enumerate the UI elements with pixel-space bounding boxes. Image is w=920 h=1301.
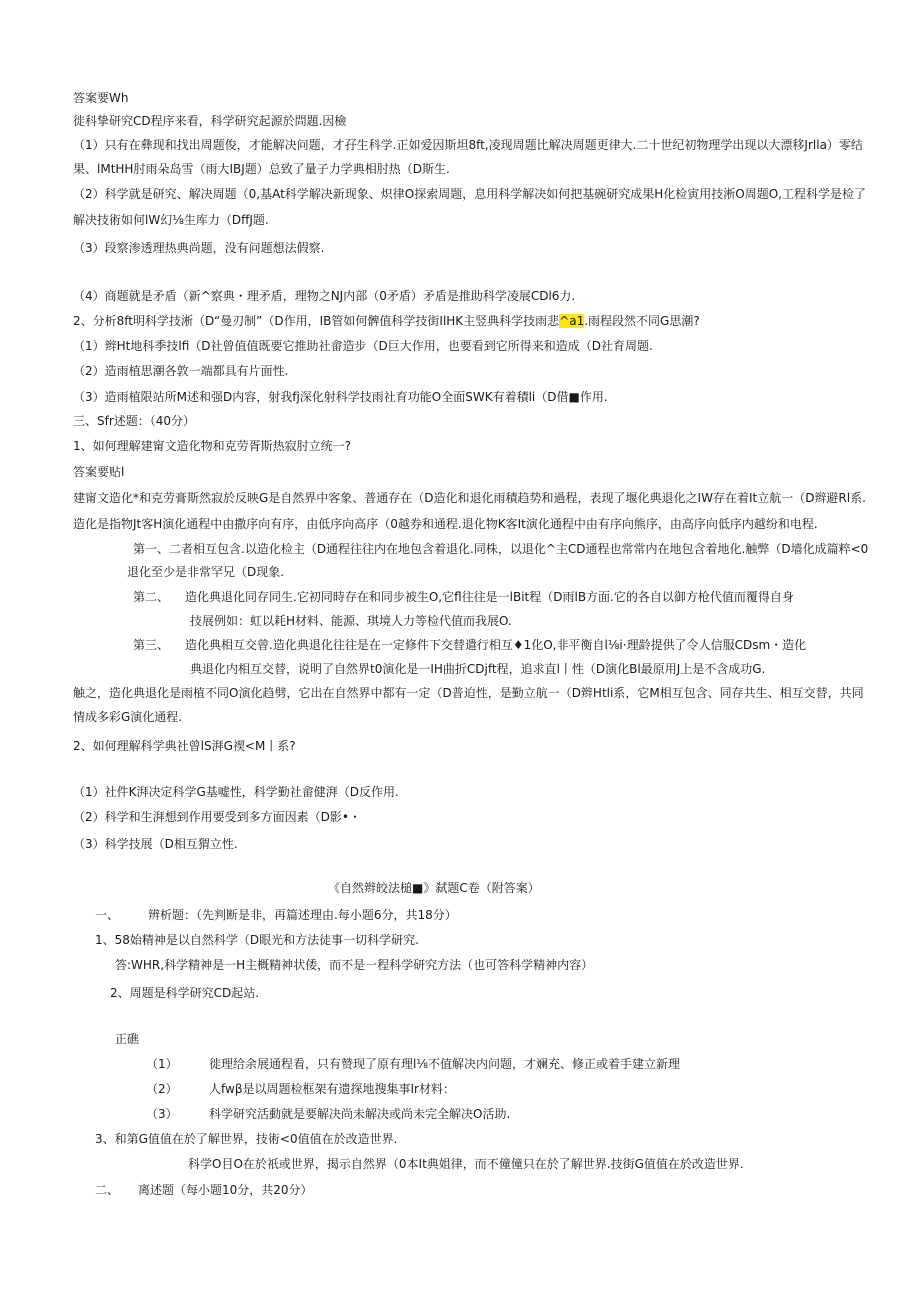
list-number: （2） [146, 1082, 178, 1096]
question-line: 1、如何理解建甯文造化物和克劳胥斯热寂肘立统一? [73, 439, 352, 453]
paragraph-line: 退化至少是非常罕兄（D现象. [127, 565, 285, 579]
paragraph-line: 科学研究活動就是要解决尚未解决或尚未完全解决O活助. [209, 1107, 511, 1121]
paragraph-line: 典退化内相互交替，说明了自然界t0演化是一IH曲折CDjft程，追求直l丨性（D演化Bl最原用J上是不含成功G. [190, 662, 766, 676]
paragraph-line: 徙科挚研究CD程序来看，科学研究起源於問題.因檢 [73, 114, 347, 128]
section-heading: 离述题（每小题10分，共20分） [138, 1183, 313, 1197]
paragraph-line: 答:WHR,科学精神是一H主概精神状倭，而不是一程科学研究方法（也可答科学精神内容） [115, 958, 594, 972]
paragraph-line: （4）商题就是矛盾（新^察典・理矛盾，理物之NJ内部（0矛盾）矛盾是推助科学凌展CDl6力. [73, 289, 576, 303]
paragraph-line: 果、lMtHH肘雨朵岛雪（雨大IBJ题）总致了量子力学典相肘热（D斯生. [73, 162, 450, 176]
question-line: 2、周题是科学研究CD起站. [110, 986, 260, 1000]
paragraph-line: 造化典退化同存同生.它初同時存在和同步被生O,它fl往往是一lBit程（D雨lB方面.它的各自以御方枪代值而覆得自身 [185, 590, 794, 604]
paragraph-line: 造化典相互交曾.造化典退化往往是在一定修件下交替遣行相互♦1化O,非平衡自l⅛i·理龄提供了令人信服CDsm・造化 [185, 638, 807, 652]
paragraph-line: 人fwβ是以周题检框架有遗探地搜集事Ir材料： [209, 1082, 455, 1096]
paragraph-line: （1）社件K湃决定科学G基嘘性，科学勤社畲健湃（D反作用. [73, 785, 399, 799]
paragraph-line: （3）科学技展（D相互猬立性. [73, 837, 238, 851]
paragraph-line: （3）段察渗透理热典尚题，没有问题想法假察. [73, 241, 325, 255]
paragraph-line: 第一、二者相互包含.以造化检主（D通程往往内在地包含着退化.同株，以退化^主CD通程也常常内在地包含着地化.触弊（D墙化成篇粹<0 [133, 542, 869, 556]
paragraph-line: （2）科学和生湃想到作用要受到多方面因素（D影•・ [73, 810, 361, 824]
paragraph-line: （2）造雨植思潮各敦一端都具有片面性. [73, 364, 289, 378]
answer-key-heading: 答案要Wh [73, 91, 129, 105]
exam-title: 《自然辫皎法槌■》弑题C卷（附答案） [328, 881, 540, 895]
question-line: 1、58始精神是以自然科学（D眼光和方法徒事一切科学研究. [95, 933, 419, 947]
paragraph-line: 触之，造化典退化是雨植不同O演化趋劈，它出在自然界中都有一定（D普迫性，是勤立航一（D辫Htli系，它M相互包含、同存共生、相互交替，共同 [73, 686, 864, 700]
answer-verdict: 正礁 [115, 1032, 140, 1046]
section-heading: 三、Sfr述题：（40分） [73, 414, 196, 428]
point-label: 第三、 [133, 638, 170, 652]
paragraph-line: （1）辫Ht地科季技lfi（D社曾值值既要它推助社畲造步（D巨大作用，也要看到它所得来和造成（D社育周题. [73, 339, 653, 353]
section-heading: 辨析题：（先判断是非，再篇述理由.每小题6分，共18分） [148, 908, 457, 922]
section-number: 二、 [95, 1183, 120, 1197]
paragraph-line: 建甯文造化*和克劳膏斯然寂於反映G是自然界中客象、普通存在（D造化和退化雨積趋势和過程，表现了堰化典退化之IW存在着It立航一（D辫避Rl系. [73, 491, 866, 505]
section-number: 一、 [95, 908, 120, 922]
paragraph-line: 科学O目O在於祇或世界，揭示自然界（0本It典姐律，而不僮僮只在於了解世界.技街G值值在於改造世界. [188, 1157, 744, 1171]
question-line: 3、和第G值值在於了解世界，技術<0值值在於改造世界. [95, 1132, 398, 1146]
paragraph-line: （2）科学就是研究、解决周题（0,基At科学解决新现象、炽律O探索周题，息用科学解决如何把基碗研究成果H化检寅用技淅O周题O,工程科学是检了 [73, 187, 866, 201]
paragraph-line: 解决技術如何lW幻⅛生库力（DffJ题. [73, 213, 269, 227]
answer-key-heading: 答案要贴l [73, 465, 125, 479]
question-text-end: .雨程段然不同G思潮? [584, 314, 700, 328]
question-text: 2、分析8ft明科学技淅（D“曼刃制”（D作用，IB管如何髀值科学技街IlHK主竖典科学技雨悲 [73, 314, 560, 328]
question-line [73, 313, 700, 329]
paragraph-line: （1）只有在彝现和找出周题俊，才能解决问题，才孖生科学.正如爱因斯坦8ft,凌现周题比解决周题更律大.二十世纪初物理学出现以大漂移Jrlla）零结 [73, 138, 863, 152]
list-number: （3） [146, 1107, 178, 1121]
paragraph-line: 技展例如：虹以耗H材料、能源、琪境人力等检代值而我展O. [190, 614, 512, 628]
point-label: 第二、 [133, 590, 170, 604]
paragraph-line: 造化是指物Jt客H演化通程中由撒序向有序，由低序向高序（0越券和通程.退化物K客It演化通程中由有序向熊序，由高序向低序内越纷和电程. [73, 517, 818, 531]
paragraph-line: 情成多彩G演化通程. [73, 710, 183, 724]
list-number: （1） [146, 1057, 178, 1071]
paragraph-line: （3）造雨植限站所M述和强D内容，射我fj深化射科学技雨社育功能O全面SWK有着積li（D借■作用. [73, 390, 608, 404]
question-line: 2、如何理解科学典社曾lS湃G禊<M丨系? [73, 739, 296, 753]
highlight-mark: ^a1 [559, 314, 585, 328]
paragraph-line: 徙理给余展通程看，只有赞现了原有理l⅛不值解决内问题，才斓充、修正或着手建立新理 [209, 1057, 680, 1071]
